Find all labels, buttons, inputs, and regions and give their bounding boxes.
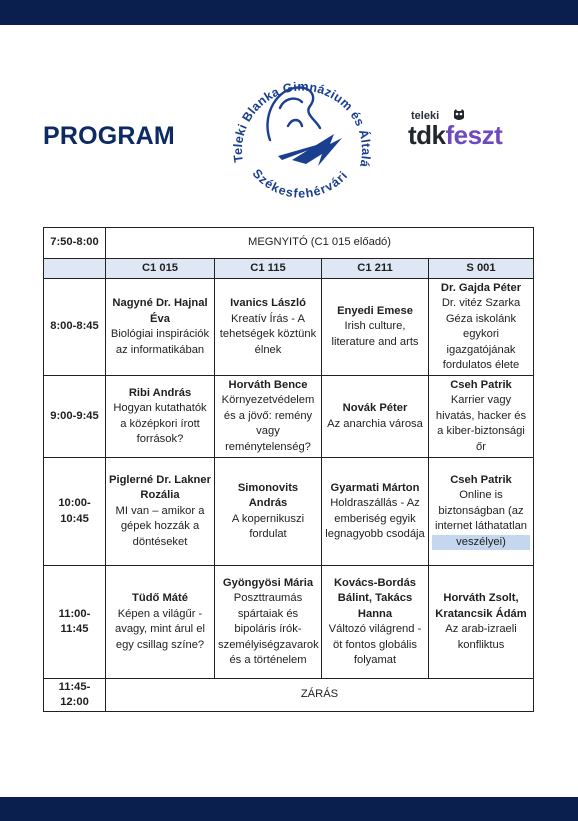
talk-cell bbox=[429, 279, 534, 376]
table-row bbox=[44, 566, 534, 679]
talk-speaker: Dr. Gajda Péter bbox=[440, 281, 522, 294]
top-banner bbox=[0, 0, 578, 25]
closing-text: ZÁRÁS bbox=[106, 679, 534, 712]
talk-speaker: Ivanics László bbox=[230, 297, 306, 309]
slot-time: 11:00-11:45 bbox=[44, 566, 106, 679]
tdkfeszt-logo-main: tdkfeszt bbox=[408, 120, 503, 150]
room-header-blank bbox=[44, 259, 106, 279]
talk-cell bbox=[215, 566, 322, 679]
talk-topic: A kopernikuszi fordulat bbox=[231, 512, 305, 540]
talk-speaker: Horváth Zsolt, Kratancsik Ádám bbox=[435, 592, 527, 620]
opening-time: 7:50-8:00 bbox=[44, 228, 106, 259]
talk-speaker: Kovács-Bordás Bálint, Takács Hanna bbox=[333, 576, 417, 620]
opening-text: MEGNYITÓ (C1 015 előadó) bbox=[106, 228, 534, 259]
talk-speaker: Ribi András bbox=[128, 386, 192, 399]
talk-speaker: Enyedi Emese bbox=[337, 304, 413, 317]
talk-cell bbox=[322, 458, 429, 566]
talk-cell bbox=[322, 279, 429, 376]
program-table bbox=[43, 227, 534, 712]
talk-cell bbox=[322, 566, 429, 679]
tdkfeszt-logo-small: teleki bbox=[411, 110, 440, 122]
talk-cell bbox=[429, 458, 534, 566]
talk-topic: Irish culture, literature and arts bbox=[331, 320, 419, 348]
talk-speaker: Simonovits András bbox=[237, 481, 299, 509]
svg-text:Székesfehérvári: Székesfehérvári bbox=[249, 166, 351, 201]
room-header-row bbox=[44, 259, 534, 279]
talk-topic: Az arab-izraeli konfliktus bbox=[445, 623, 517, 651]
talk-topic: Kreatív Írás - A tehetségek köztünk élnek bbox=[219, 312, 317, 356]
table-row bbox=[44, 679, 534, 712]
svg-text:Teleki Blanka Gimnázium és Ált: Teleki Blanka Gimnázium és Általá bbox=[230, 79, 374, 169]
room-header: S 001 bbox=[429, 259, 534, 279]
talk-cell bbox=[322, 376, 429, 458]
talk-speaker: Horváth Bence bbox=[228, 378, 308, 391]
talk-speaker: Nagyné Dr. Hajnal Éva bbox=[112, 297, 208, 325]
talk-speaker: Piglerné Dr. Lakner Rozália bbox=[109, 473, 211, 502]
talk-speaker: Tüdő Máté bbox=[132, 592, 188, 604]
talk-topic: Biológiai inspirációk az informatikában bbox=[110, 328, 210, 356]
room-header: C1 115 bbox=[215, 259, 322, 279]
talk-topic: MI van – amikor a gépek hozzák a döntéseket bbox=[115, 504, 205, 548]
table-row bbox=[44, 458, 534, 566]
talk-topic: Dr. vitéz Szarka Géza iskolánk egykori igazgatójának fordulatos élete bbox=[441, 297, 521, 371]
room-header: C1 211 bbox=[322, 259, 429, 279]
talk-topic: Karrier vagy hivatás, hacker és a kiber-biztonsági őr bbox=[435, 394, 527, 453]
talk-topic: Online is biztonságban (az internet láthatatlan bbox=[434, 489, 528, 533]
talk-speaker: Cseh Patrik bbox=[450, 378, 512, 391]
talk-cell bbox=[215, 279, 322, 376]
school-logo bbox=[222, 48, 378, 210]
talk-topic: Holdraszállás - Az emberiség egyik legnagyobb csodája bbox=[325, 497, 425, 540]
table-row bbox=[44, 376, 534, 458]
tdkfeszt-logo bbox=[408, 108, 533, 152]
talk-cell bbox=[429, 566, 534, 679]
page-title: PROGRAM bbox=[43, 122, 175, 150]
talk-cell bbox=[215, 376, 322, 458]
talk-topic: Környezetvédelem és a jövő: remény vagy reménytelenség? bbox=[221, 394, 315, 453]
talk-cell bbox=[106, 458, 215, 566]
talk-topic: Képen a világűr - avagy, mint árul el egy csillag színe? bbox=[115, 607, 205, 651]
talk-cell bbox=[106, 279, 215, 376]
talk-topic: Változó világrend - öt fontos globális folyamat bbox=[328, 623, 422, 666]
talk-speaker: Novák Péter bbox=[342, 402, 408, 414]
talk-topic: Az anarchia városa bbox=[327, 417, 423, 430]
talk-topic: Hogyan kutathatók a középkori írott források? bbox=[113, 402, 207, 445]
talk-cell bbox=[215, 458, 322, 566]
talk-speaker: Gyarmati Márton bbox=[330, 481, 420, 494]
talk-topic-highlight: veszélyei) bbox=[432, 535, 530, 551]
slot-time: 8:00-8:45 bbox=[44, 279, 106, 376]
closing-time: 11:45-12:00 bbox=[44, 679, 106, 712]
talk-topic: Poszttraumás spártaiak és bipoláris írók-személyiségzavarok és a történelem bbox=[218, 592, 319, 666]
room-header: C1 015 bbox=[106, 259, 215, 279]
slot-time: 10:00-10:45 bbox=[44, 458, 106, 566]
bottom-banner bbox=[0, 797, 578, 821]
talk-cell bbox=[106, 566, 215, 679]
talk-cell bbox=[429, 376, 534, 458]
table-row bbox=[44, 228, 534, 259]
talk-speaker: Cseh Patrik bbox=[450, 473, 512, 486]
talk-cell bbox=[106, 376, 215, 458]
talk-speaker: Gyöngyösi Mária bbox=[222, 576, 314, 589]
table-row bbox=[44, 279, 534, 376]
slot-time: 9:00-9:45 bbox=[44, 376, 106, 458]
